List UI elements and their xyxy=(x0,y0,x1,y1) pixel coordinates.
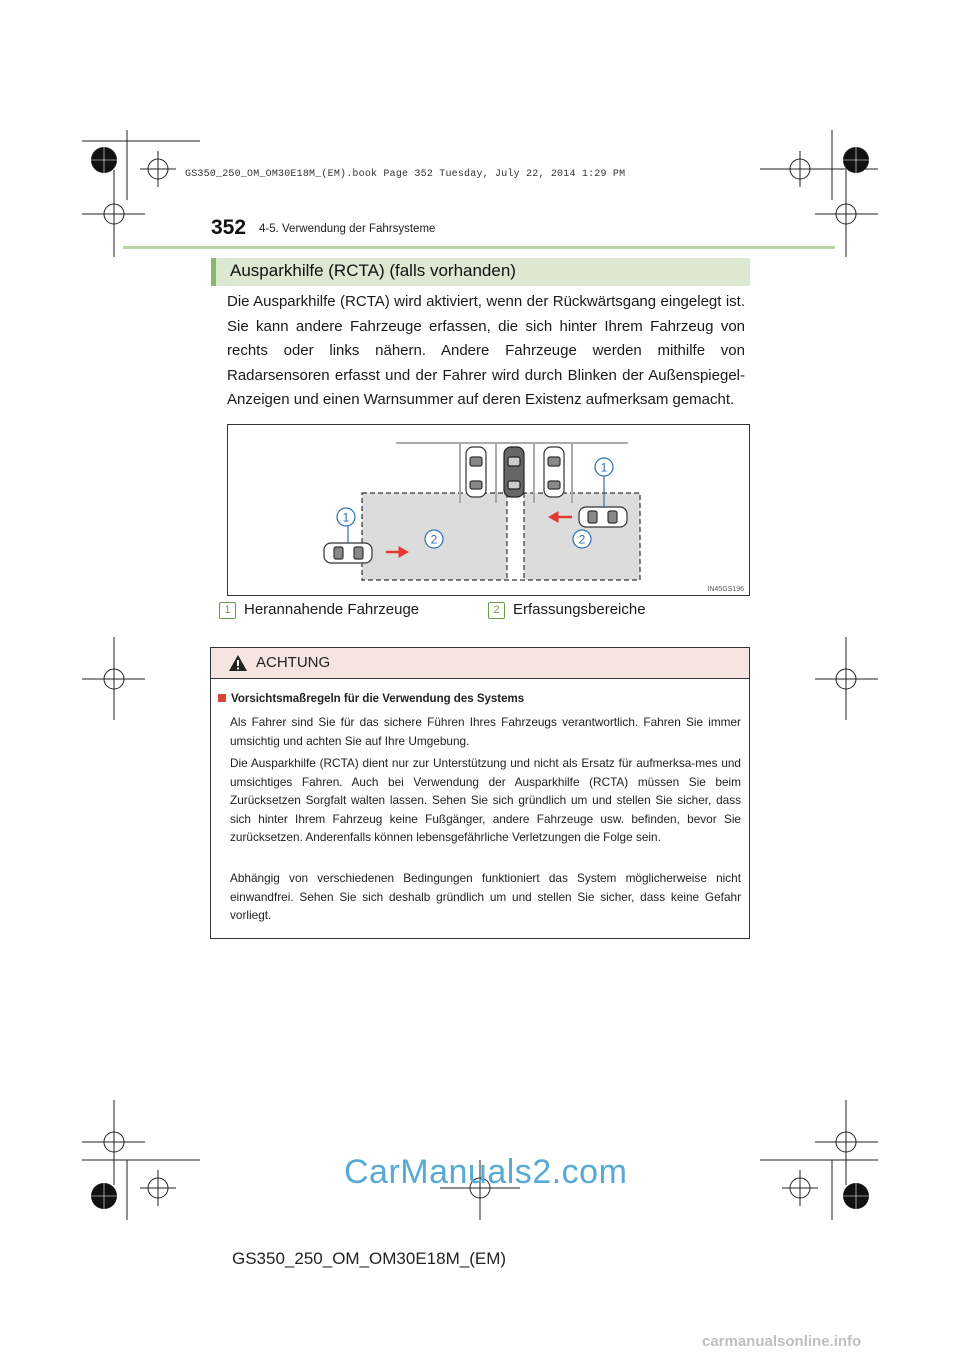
footer-code: GS350_250_OM_OM30E18M_(EM) xyxy=(232,1249,507,1268)
caution-paragraph: Als Fahrer sind Sie für das sichere Führen Ihres Fahrzeugs verantwortlich. Fahren Sie immer umsichtig und achten Sie auf Ihre Umgebung. xyxy=(230,715,741,748)
caution-paragraph: Abhängig von verschiedenen Bedingungen funktioniert das System möglicherweise nicht einwandfrei. Sehen Sie sich deshalb gründlich um und stellen Sie sicher, dass keine Gefahr vorliegt. xyxy=(230,871,741,923)
caution-header xyxy=(211,648,749,679)
legend-item-1 xyxy=(219,601,419,619)
caution-heading: Vorsichtsmaßregeln für die Verwendung des Systems xyxy=(218,693,524,705)
book-stamp: GS350_250_OM_OM30E18M_(EM).book Page 352 Tuesday, July 22, 2014 1:29 PM xyxy=(185,169,626,180)
caution-box xyxy=(210,647,750,939)
callout-2-right xyxy=(573,530,591,548)
svg-text:1: 1 xyxy=(342,510,350,525)
section-header xyxy=(211,258,750,286)
parking-illustration xyxy=(228,425,749,595)
chapter-title: 4-5. Verwendung der Fahrsysteme xyxy=(259,223,436,235)
watermark-logo: CarManuals2.com xyxy=(344,1153,628,1191)
rcta-diagram xyxy=(227,424,750,596)
bullet-square-icon xyxy=(218,694,226,702)
section-title: Ausparkhilfe (RCTA) (falls vorhanden) xyxy=(230,261,516,280)
caution-paragraph: Die Ausparkhilfe (RCTA) dient nur zur Unterstützung und nicht als Ersatz für aufmerksa-mes und umsichtiges Fahren. Auch bei Verwendung der Ausparkhilfe (RCTA) müssen Sie beim Zurücksetzen Sorgfalt walten lassen. Sehen Sie sich gründlich um und stellen Sie sicher, dass sich hinter Ihrem Fahrzeug keine Fußgänger, andere Fahrzeuge usw. befinden, bevor Sie zurücksetzen. Anderenfalls können lebensgefährliche Verletzungen die Folge sein. xyxy=(230,756,741,845)
legend-num: 1 xyxy=(219,602,236,619)
svg-text:2: 2 xyxy=(578,532,586,547)
diagram-code: IN45GS196 xyxy=(707,586,744,593)
callout-1-right xyxy=(595,458,613,476)
callout-2-left xyxy=(425,530,443,548)
parked-car xyxy=(544,447,564,497)
legend-item-2 xyxy=(488,601,646,619)
callout-1-left xyxy=(337,508,355,526)
page-number: 352 xyxy=(211,216,247,239)
intro-paragraph: Die Ausparkhilfe (RCTA) wird aktiviert, wenn der Rückwärtsgang eingelegt ist. Sie kann andere Fahrzeuge erfassen, die sich hinter Ihrem Fahrzeug von rechts oder links nähern. Andere Fahrzeuge werden mithilfe von Radarsensoren erfasst und der Fahrer wird durch Blinken der Außenspiegel-Anzeigen und einen Warnsummer auf deren Existenz aufmerksam gemacht. xyxy=(227,293,745,408)
svg-text:1: 1 xyxy=(600,460,608,475)
legend-text: Herannahende Fahrzeuge xyxy=(244,601,420,618)
caution-title: ACHTUNG xyxy=(256,654,331,671)
header-rule xyxy=(123,246,835,249)
legend-num: 2 xyxy=(488,602,505,619)
warning-icon xyxy=(228,654,248,672)
approaching-car-right xyxy=(579,507,627,527)
legend-text: Erfassungsbereiche xyxy=(513,601,646,618)
svg-text:2: 2 xyxy=(430,532,438,547)
own-car xyxy=(504,447,524,497)
approaching-car-left xyxy=(324,543,372,563)
watermark-site: carmanualsonline.info xyxy=(702,1333,862,1350)
parked-car xyxy=(466,447,486,497)
